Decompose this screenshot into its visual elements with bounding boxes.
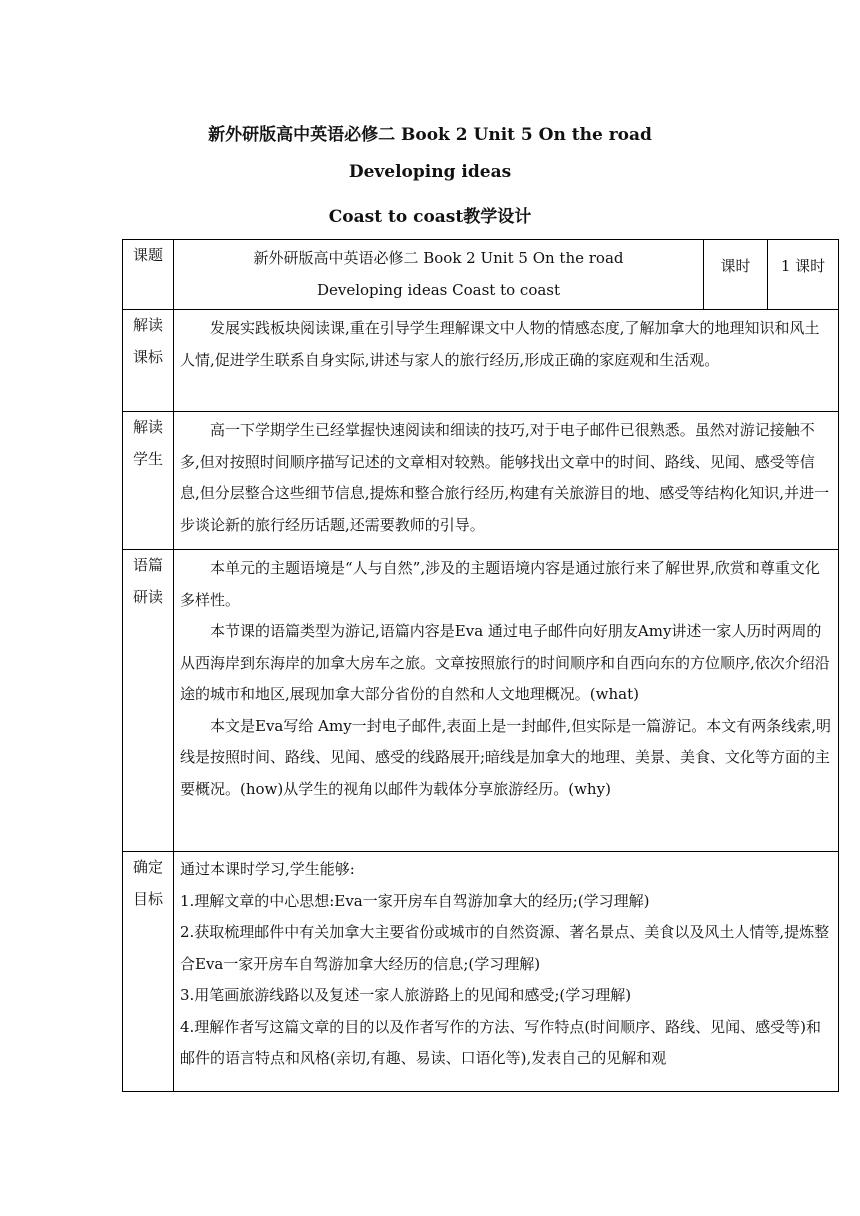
period-label: 课时 [704, 240, 768, 310]
text-analysis-label: 语篇研读 [123, 550, 174, 852]
topic-cell [174, 240, 704, 310]
objective-intro: 通过本课时学习,学生能够: [180, 860, 355, 878]
paragraph: 高一下学期学生已经掌握快速阅读和细读的技巧,对于电子邮件已很熟悉。虽然对游记接触不多,但对按照时间顺序描写记述的文章相对较熟。能够找出文章中的时间、路线、见闻、感受等信息,但分层整合这些细节信息,提炼和整合旅行经历,构建有关旅游目的地、感受等结构化知识,并进一步谈论新的旅行经历话题,还需要教师的引导。 [180, 421, 830, 534]
objective-item: 3.用笔画旅游线路以及复述一家人旅游路上的见闻和感受;(学习理解) [180, 986, 632, 1004]
lesson-plan-table [122, 239, 839, 1092]
document-title: 新外研版高中英语必修二 Book 2 Unit 5 On the road [208, 125, 652, 145]
paragraph: 本单元的主题语境是“人与自然”,涉及的主题语境内容是通过旅行来了解世界,欣赏和尊重文化多样性。 [180, 559, 820, 609]
students-content [174, 412, 839, 550]
paragraph: 本节课的语篇类型为游记,语篇内容是Eva 通过电子邮件向好朋友Amy讲述一家人历时两周的从西海岸到东海岸的加拿大房车之旅。文章按照旅行的时间顺序和自西向东的方位顺序,依次介绍沿途的城市和地区,展现加拿大部分省份的自然和人文地理概况。(what) [180, 622, 830, 703]
topic-line-1: 新外研版高中英语必修二 Book 2 Unit 5 On the road [253, 249, 624, 267]
paragraph: 本文是Eva写给 Amy一封电子邮件,表面上是一封邮件,但实际是一篇游记。本文有两条线索,明线是按照时间、路线、见闻、感受的线路展开;暗线是加拿大的地理、美景、美食、文化等方面的主要概况。(how)从学生的视角以邮件为载体分享旅游经历。(why) [180, 716, 831, 798]
students-label: 解读学生 [123, 412, 174, 550]
document-subtitle: Developing ideas [348, 162, 512, 182]
curriculum-label: 解读课标 [123, 310, 174, 412]
table-row-students [123, 412, 839, 550]
objective-item: 1.理解文章的中心思想:Eva一家开房车自驾游加拿大的经历;(学习理解) [180, 891, 650, 910]
objective-item: 2.获取梳理邮件中有关加拿大主要省份或城市的自然资源、著名景点、美食以及风土人情等,提炼整合Eva一家开房车自驾游加拿大经历的信息;(学习理解) [180, 923, 830, 973]
curriculum-content [174, 310, 839, 412]
objectives-content [174, 852, 839, 1092]
table-row-curriculum [123, 310, 839, 412]
table-row-topic [123, 240, 839, 310]
text-analysis-content [174, 550, 839, 852]
objectives-label: 确定目标 [123, 852, 174, 1092]
period-value: 1 课时 [768, 240, 839, 310]
table-row-text-analysis [123, 550, 839, 852]
topic-label: 课题 [123, 240, 174, 310]
document-lesson-title: Coast to coast教学设计 [328, 207, 532, 227]
paragraph: 发展实践板块阅读课,重在引导学生理解课文中人物的情感态度,了解加拿大的地理知识和风土人情,促进学生联系自身实际,讲述与家人的旅行经历,形成正确的家庭观和生活观。 [180, 319, 820, 369]
table-row-objectives [123, 852, 839, 1092]
objective-item: 4.理解作者写这篇文章的目的以及作者写作的方法、写作特点(时间顺序、路线、见闻、感受等)和邮件的语言特点和风格(亲切,有趣、易读、口语化等),发表自己的见解和观 [180, 1017, 822, 1067]
topic-line-2: Developing ideas Coast to coast [316, 280, 561, 299]
